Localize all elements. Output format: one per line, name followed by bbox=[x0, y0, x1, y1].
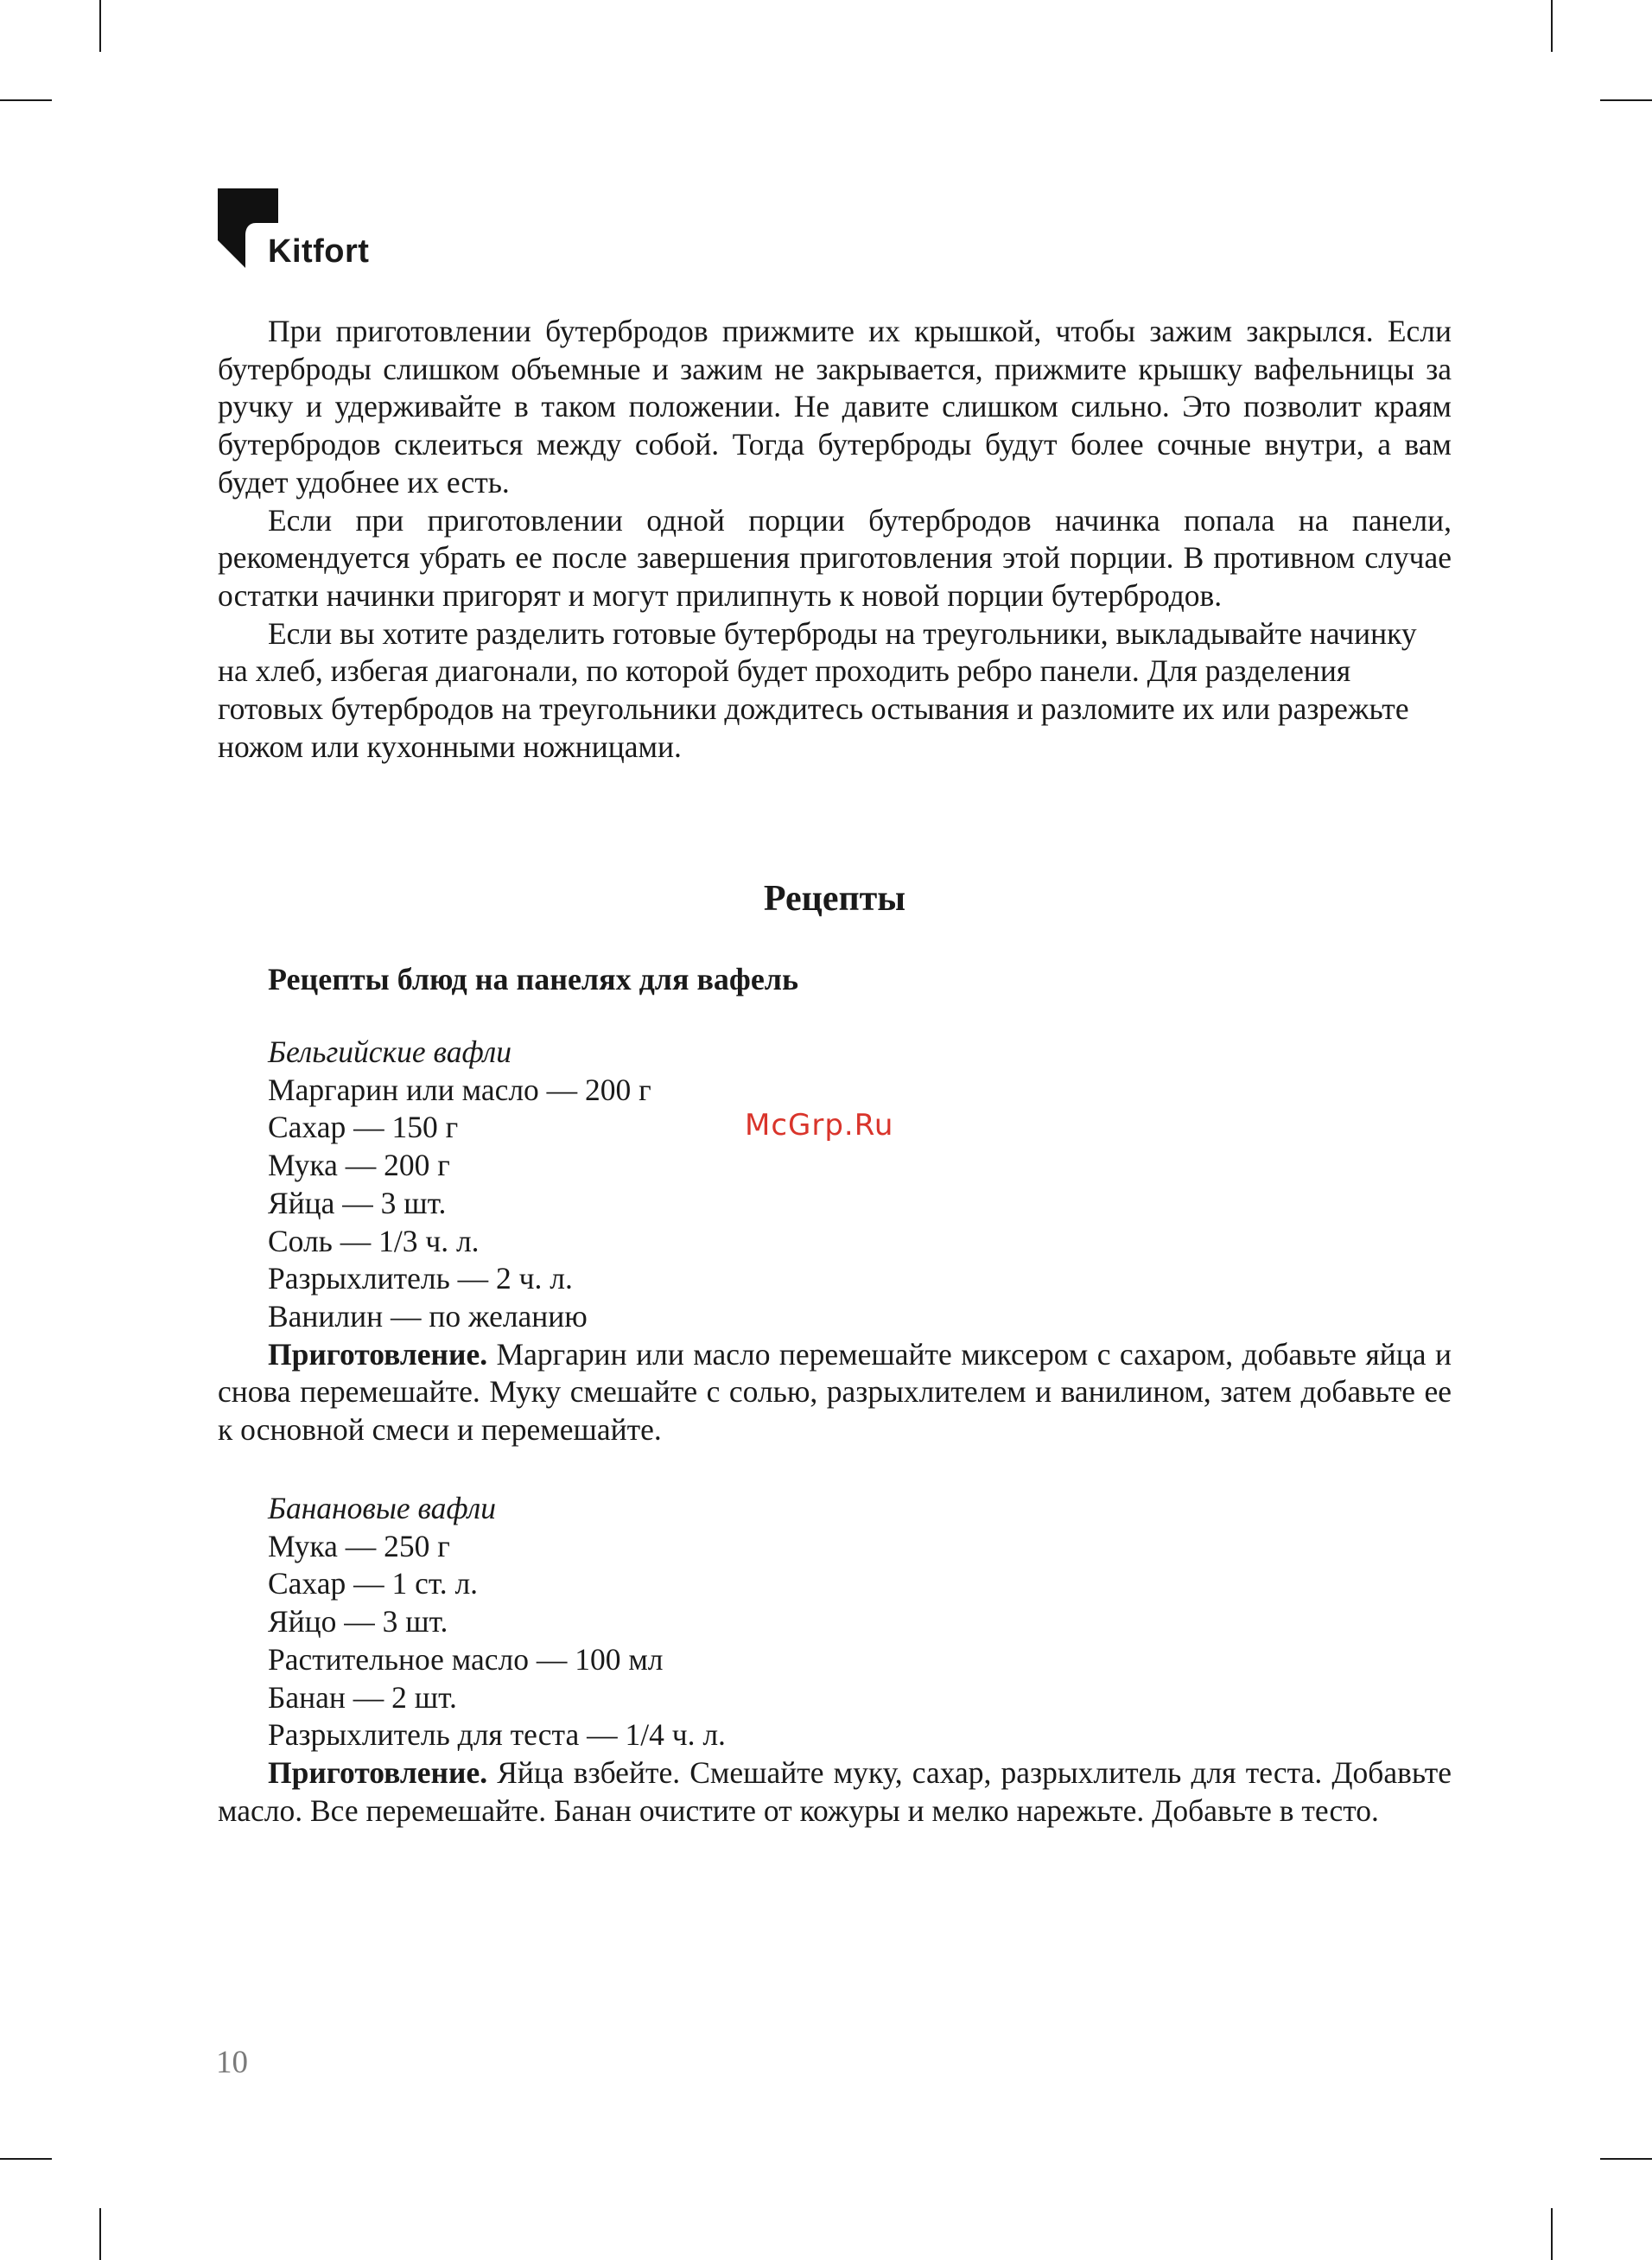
paragraph: При приготовлении бутербродов прижмите их крышкой, чтобы зажим закрылся. Если бутерброды слишком объемные и зажим не закрывается, прижмите крышку вафельницы за ручку и удерживайте в таком положении. Не давите слишком сильно. Это позволит краям бутербродов склеиться между собой. Тогда бутерброды будут более сочные внутри, а вам будет удобнее их есть. bbox=[218, 314, 1452, 500]
ingredient-item: Разрыхлитель для теста — 1/4 ч. л. bbox=[268, 1717, 726, 1753]
intro-text bbox=[218, 313, 1452, 766]
ingredient-item: Растительное масло — 100 мл bbox=[268, 1641, 664, 1677]
crop-mark bbox=[1551, 0, 1553, 52]
watermark: McGrp.Ru bbox=[745, 1108, 894, 1143]
preparation-text: Яйца взбейте. Смешайте муку, сахар, разрыхлитель для теста. Добавьте масло. Все перемешайте. Банан очистите от кожуры и мелко нарежьте. Добавьте в тесто. bbox=[218, 1754, 1452, 1828]
preparation-label: Приготовление. bbox=[268, 1754, 488, 1790]
page-number: 10 bbox=[216, 2045, 248, 2080]
crop-mark bbox=[99, 0, 101, 52]
ingredient-item: Яйца — 3 шт. bbox=[268, 1185, 447, 1220]
ingredient-item: Сахар — 1 ст. л. bbox=[268, 1566, 479, 1601]
ingredient-item: Маргарин или масло — 200 г bbox=[268, 1072, 651, 1107]
preparation bbox=[218, 1336, 1452, 1449]
crop-mark bbox=[99, 2208, 101, 2260]
subsection-title: Рецепты блюд на панелях для вафель bbox=[268, 962, 799, 996]
ingredient-item: Соль — 1/3 ч. л. bbox=[268, 1223, 480, 1258]
paragraph: Если вы хотите разделить готовые бутерброды на треугольники, выкладывайте начинку на хлеб, избегая диагонали, по которой будет проходить ребро панели. Для разделения готовых бутербродов на треугольники дождитесь остывания и разломите их или разрежьте ножом или кухонными ножницами. bbox=[218, 615, 1417, 764]
preparation-text: Маргарин или масло перемешайте миксером с сахаром, добавьте яйца и снова перемешайте. Муку смешайте с солью, разрыхлителем и ванилином, затем добавьте ее к основной смеси и перемешайте. bbox=[218, 1336, 1452, 1448]
ingredient-item: Банан — 2 шт. bbox=[268, 1679, 457, 1715]
crop-mark bbox=[1600, 2158, 1652, 2160]
ingredient-item: Мука — 250 г bbox=[268, 1528, 450, 1563]
recipe-name: Бельгийские вафли bbox=[268, 1035, 512, 1069]
ingredient-item: Мука — 200 г bbox=[268, 1148, 450, 1183]
crop-mark bbox=[0, 99, 52, 101]
section-title: Рецепты bbox=[763, 879, 906, 919]
crop-mark bbox=[1600, 99, 1652, 101]
ingredient-item: Ванилин — по желанию bbox=[268, 1298, 588, 1334]
preparation-label: Приготовление. bbox=[268, 1336, 488, 1372]
recipe-name: Банановые вафли bbox=[268, 1491, 496, 1525]
crop-mark bbox=[0, 2158, 52, 2160]
crop-mark bbox=[1551, 2208, 1553, 2260]
paragraph: Если при приготовлении одной порции бутербродов начинка попала на панели, рекомендуется убрать ее после завершения приготовления этой порции. В противном случае остатки начинки пригорят и могут прилипнуть к новой порции бутербродов. bbox=[218, 502, 1452, 613]
ingredient-item: Яйцо — 3 шт. bbox=[268, 1604, 448, 1639]
recipe-belgian-waffles bbox=[218, 1034, 1452, 1449]
brand-name: Kitfort bbox=[268, 233, 370, 270]
ingredient-item: Сахар — 150 г bbox=[268, 1110, 459, 1145]
recipe-banana-waffles bbox=[218, 1490, 1452, 1830]
brand-logo bbox=[218, 188, 391, 275]
ingredient-item: Разрыхлитель — 2 ч. л. bbox=[268, 1261, 573, 1296]
preparation bbox=[218, 1754, 1452, 1830]
ingredient-list bbox=[218, 1528, 1452, 1754]
